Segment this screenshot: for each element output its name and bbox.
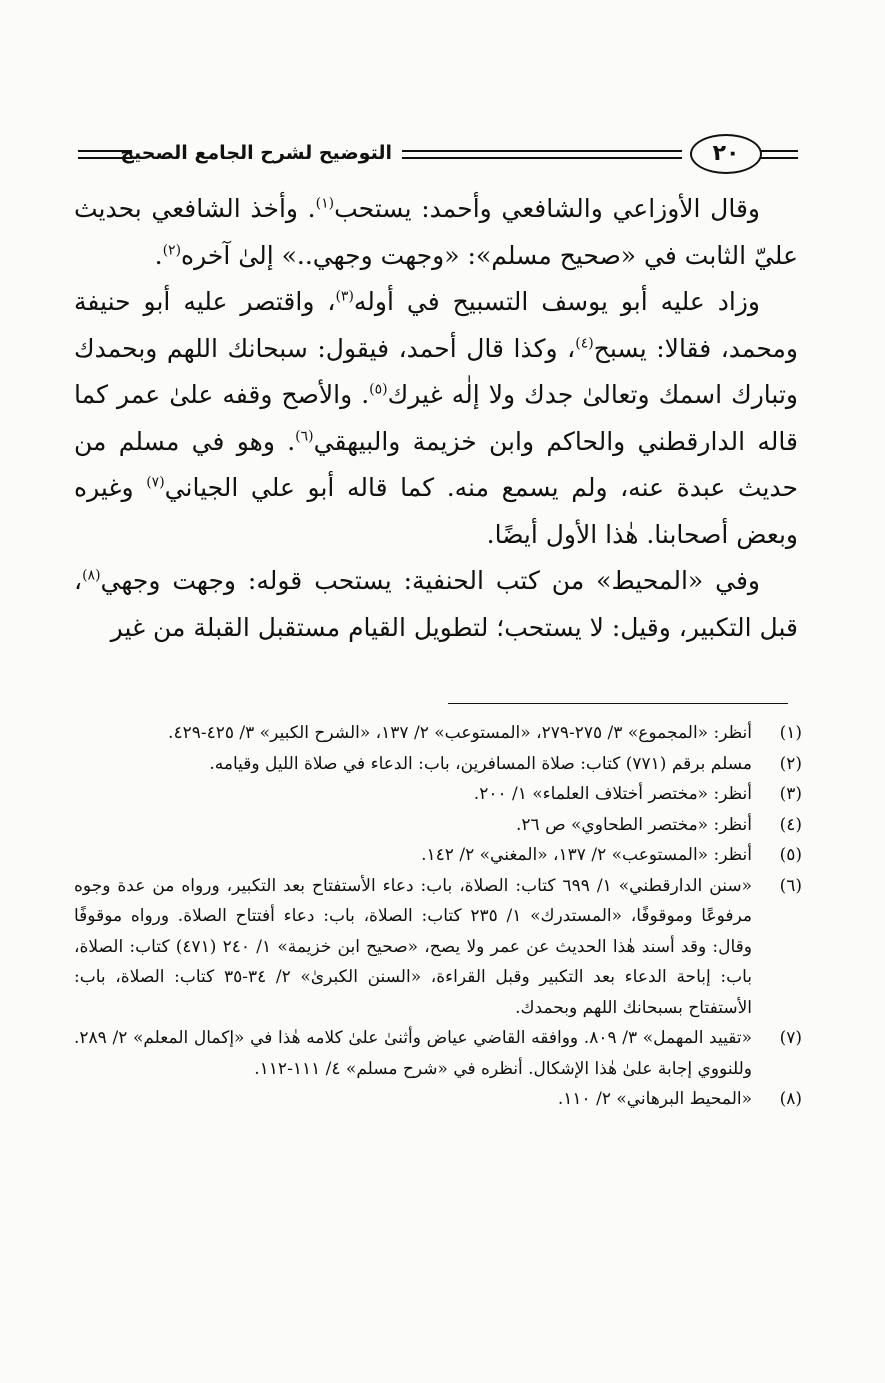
footnote-marker: (٥) <box>369 381 388 398</box>
text-run: ، واقتصر عليه أبو حنيفة ومحمد، فقالا: يسبح <box>74 287 798 363</box>
footnote-text: أنظر: «المستوعب» ٢/ ١٣٧، «المغني» ٢/ ١٤٢. <box>421 845 752 865</box>
footnote-text: أنظر: «مختصر أختلاف العلماء» ١/ ٢٠٠. <box>473 784 752 804</box>
footnote-text: أنظر: «المجموع» ٣/ ٢٧٥-٢٧٩، «المستوعب» ٢/ ١٣٧، «الشرح الكبير» ٣/ ٤٢٥-٤٢٩. <box>168 723 752 743</box>
footnote-marker: (١) <box>315 195 335 212</box>
text-run: ، قبل التكبير، وقيل: لا يستحب؛ لتطويل القيام مستقبل القبلة من غير <box>74 566 798 642</box>
body-paragraph <box>74 279 798 558</box>
footnote-divider <box>448 703 788 704</box>
footnote <box>74 1084 802 1115</box>
text-run: . <box>154 240 163 270</box>
text-run: وغيره وبعض أصحابنا. هٰذا الأول أيضًا. <box>74 473 798 549</box>
footnote-number: (٢) <box>779 753 802 774</box>
footnote-number: (١) <box>779 723 802 743</box>
footnote <box>74 779 802 810</box>
footnote-number: (٤) <box>779 814 802 835</box>
footnote-number: (٦) <box>779 875 802 896</box>
running-title: التوضيح لشرح الجامع الصحيح <box>120 142 392 164</box>
footnote <box>74 871 802 1024</box>
footnote <box>74 810 802 841</box>
footnote-number: (٧) <box>779 1028 802 1048</box>
text-run: . وهو في مسلم من حديث عبدة عنه، ولم يسمع منه. كما قاله أبو علي الجياني <box>74 426 798 502</box>
footnote-marker: (٤) <box>575 335 594 352</box>
footnote-number: (٥) <box>779 845 802 865</box>
text-run: . والأصح وقفه علىٰ عمر كما قاله الدارقطني والحاكم وابن خزيمة والبيهقي <box>74 380 798 456</box>
text-run: وقال الأوزاعي والشافعي وأحمد: يستحب <box>334 194 760 223</box>
footnote-marker: (٧) <box>146 474 165 491</box>
footnotes <box>74 718 802 1115</box>
footnote-marker: (٨) <box>82 567 101 584</box>
text-run: وفي «المحيط» من كتب الحنفية: يستحب قوله: وجهت وجهي <box>100 566 760 595</box>
page-number: ٢٠ <box>690 134 762 174</box>
body-paragraph <box>74 186 798 279</box>
text-run: . وأخذ الشافعي بحديث عليّ الثابت في «صحيح مسلم»: «وجهت وجهي..» إلىٰ آخره <box>74 194 798 270</box>
header-rule-right <box>760 150 798 159</box>
footnote-text: «المحيط البرهاني» ٢/ ١١٠. <box>557 1089 752 1109</box>
text-run: ، وكذا قال أحمد، فيقول: سبحانك اللهم وبحمدك وتبارك اسمك وتعالىٰ جدك ولا إلٰه غيرك <box>74 333 798 409</box>
footnote <box>74 1023 802 1084</box>
footnote-marker: (٢) <box>162 242 182 259</box>
header-rule-middle <box>402 150 682 159</box>
footnote-text: أنظر: «مختصر الطحاوي» ص ٢٦. <box>516 814 752 835</box>
main-text <box>74 186 798 651</box>
page-header <box>72 128 802 184</box>
footnote-text: مسلم برقم (٧٧١) كتاب: صلاة المسافرين، باب: الدعاء في صلاة الليل وقيامه. <box>209 753 752 774</box>
footnote-text: «سنن الدارقطني» ١/ ٦٩٩ كتاب: الصلاة، باب: دعاء الأستفتاح بعد التكبير، ورواه من عدة وجوه مرفوعًا وموقوفًا، «المستدرك» ١/ ٢٣٥ كتاب: الصلاة، باب: دعاء أفتتاح الصلاة. ورواه موقوفًا وقال: وقد أسند هٰذا الحديث عن عمر ولا يصح، «صحيح ابن خزيمة» ١/ ٢٤٠ (٤٧١) كتاب: الصلاة، باب: إباحة الدعاء بعد التكبير وقبل القراءة، «السنن الكبرىٰ» ٢/ ٣٤-٣٥ كتاب: الصلاة، باب: الأستفتاح بسبحانك اللهم وبحمدك. <box>74 875 752 1018</box>
footnote-text: «تقييد المهمل» ٣/ ٨٠٩. ووافقه القاضي عياض وأثنىٰ علىٰ كلامه هٰذا في «إكمال المعلم» ٢/ ٢٨٩. وللنووي إجابة علىٰ هٰذا الإشكال. أنظره في «شرح مسلم» ٤/ ١١١-١١٢. <box>74 1028 752 1079</box>
footnote-number: (٣) <box>779 784 802 804</box>
footnote-number: (٨) <box>779 1089 802 1109</box>
footnote <box>74 749 802 780</box>
footnote-marker: (٣) <box>335 288 354 305</box>
text-run: وزاد عليه أبو يوسف التسبيح في أوله <box>353 287 760 316</box>
footnote-marker: (٦) <box>295 428 314 445</box>
footnote <box>74 840 802 871</box>
body-paragraph <box>74 558 798 651</box>
footnote <box>74 718 802 749</box>
